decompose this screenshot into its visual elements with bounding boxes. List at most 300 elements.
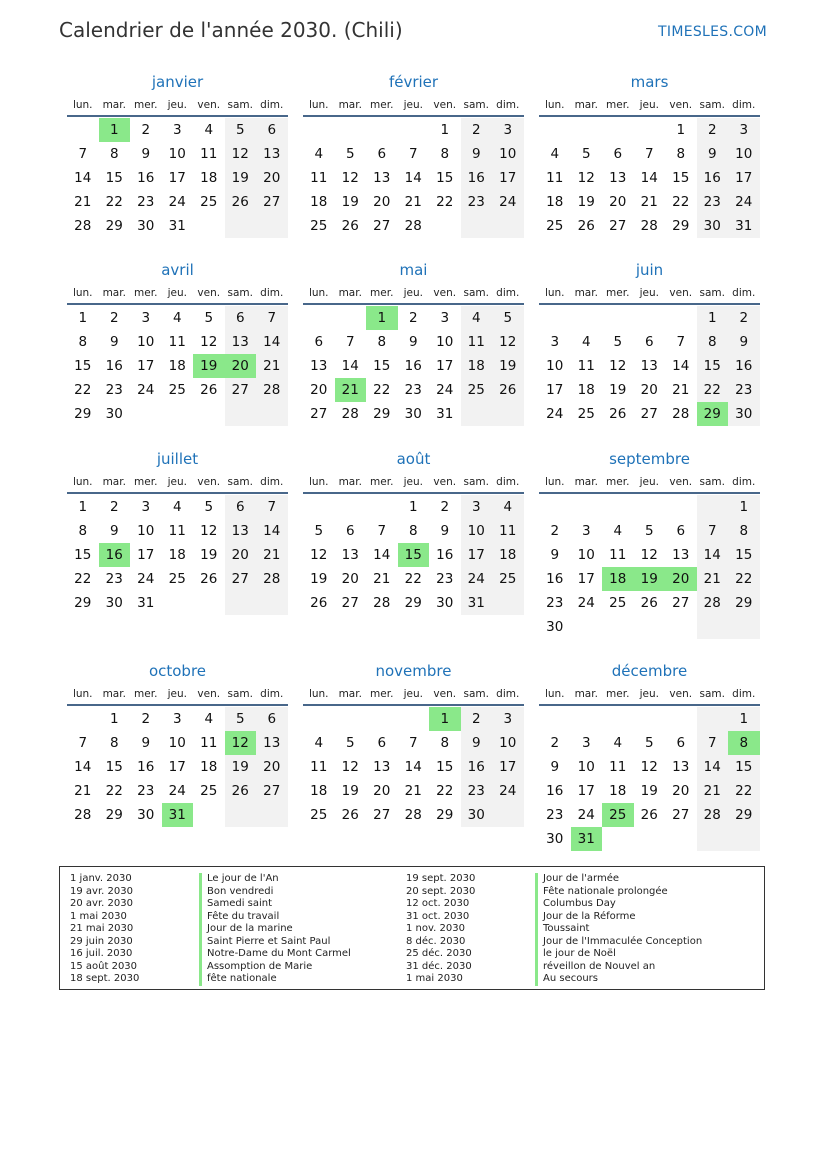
day-cell: 12 <box>609 358 627 374</box>
weekday-label: jeu. <box>403 99 423 111</box>
holiday-day-cell: 8 <box>728 731 760 755</box>
weekday-header <box>67 471 288 494</box>
empty-cell <box>225 803 257 827</box>
holiday-day-cell: 21 <box>335 378 367 402</box>
weekday-label: mar. <box>102 99 126 111</box>
weekday-label: jeu. <box>167 287 187 299</box>
day-cell: 17 <box>492 166 524 190</box>
day-cell: 27 <box>256 779 288 803</box>
day-cell: 30 <box>436 595 454 611</box>
weekday-label: jeu. <box>639 99 659 111</box>
day-cell: 13 <box>672 759 690 775</box>
day-cell: 11 <box>609 759 627 775</box>
day-cell: 30 <box>137 807 155 823</box>
weekday-label: sam. <box>227 287 253 299</box>
month-block <box>303 70 524 238</box>
weekday-label: jeu. <box>167 476 187 488</box>
day-cell: 28 <box>672 406 690 422</box>
day-cell: 2 <box>697 118 729 142</box>
day-cell: 18 <box>200 759 218 775</box>
legend-holiday-name: le jour de Noël <box>535 948 702 961</box>
day-cell: 18 <box>577 382 595 398</box>
day-cell: 25 <box>310 807 328 823</box>
day-cell: 9 <box>728 330 760 354</box>
day-cell: 25 <box>461 378 493 402</box>
empty-cell <box>335 118 367 142</box>
day-cell: 27 <box>672 807 690 823</box>
empty-cell <box>571 306 603 330</box>
weekday-label: lun. <box>544 99 565 111</box>
empty-cell <box>634 118 666 142</box>
days-grid <box>67 306 288 426</box>
day-cell: 16 <box>461 755 493 779</box>
day-cell: 28 <box>697 591 729 615</box>
legend-date: 1 mai 2030 <box>70 910 127 922</box>
legend-holiday-name: Au secours <box>535 973 702 986</box>
day-cell: 2 <box>141 711 151 727</box>
day-cell: 7 <box>676 334 686 350</box>
day-cell: 5 <box>492 306 524 330</box>
day-cell: 28 <box>74 218 92 234</box>
day-cell: 17 <box>436 358 454 374</box>
day-cell: 19 <box>225 755 257 779</box>
day-cell: 11 <box>200 146 218 162</box>
legend-date: 1 janv. 2030 <box>70 873 132 884</box>
empty-cell <box>665 306 697 330</box>
day-cell: 14 <box>256 519 288 543</box>
month-name: décembre <box>611 662 688 680</box>
day-cell: 8 <box>408 523 418 539</box>
day-cell: 28 <box>256 567 288 591</box>
empty-cell <box>697 707 729 731</box>
weekday-label: sam. <box>463 99 489 111</box>
day-cell: 6 <box>377 146 387 162</box>
day-cell: 28 <box>341 406 359 422</box>
day-cell: 8 <box>78 523 88 539</box>
empty-cell <box>665 707 697 731</box>
weekday-label: ven. <box>669 688 693 700</box>
day-cell: 13 <box>310 358 328 374</box>
day-cell: 26 <box>341 218 359 234</box>
day-cell: 11 <box>577 358 595 374</box>
day-cell: 21 <box>373 571 391 587</box>
weekday-label: dim. <box>732 99 756 111</box>
weekday-label: sam. <box>227 99 253 111</box>
day-cell: 2 <box>109 310 119 326</box>
legend-holiday-name: Jour de l'armée <box>535 873 702 886</box>
day-cell: 28 <box>373 595 391 611</box>
day-cell: 5 <box>345 735 355 751</box>
empty-cell <box>335 306 367 330</box>
empty-cell <box>256 803 288 827</box>
weekday-label: lun. <box>544 688 565 700</box>
day-cell: 5 <box>225 707 257 731</box>
legend-date: 19 avr. 2030 <box>70 885 133 897</box>
day-cell: 22 <box>74 382 92 398</box>
empty-cell <box>634 827 666 851</box>
empty-cell <box>335 707 367 731</box>
month-block <box>539 258 760 426</box>
day-cell: 31 <box>168 218 186 234</box>
legend-holiday-name: Samedi saint <box>199 898 351 911</box>
weekday-label: ven. <box>197 99 221 111</box>
holiday-day-cell: 31 <box>162 803 194 827</box>
weekday-label: mar. <box>574 476 598 488</box>
empty-cell <box>366 707 398 731</box>
weekday-label: sam. <box>463 688 489 700</box>
day-cell: 26 <box>640 595 658 611</box>
empty-cell <box>602 827 634 851</box>
legend-date: 1 mai 2030 <box>406 973 463 984</box>
empty-cell <box>697 615 729 639</box>
day-cell: 2 <box>728 306 760 330</box>
day-cell: 22 <box>105 194 123 210</box>
day-cell: 18 <box>609 783 627 799</box>
empty-cell <box>539 707 571 731</box>
day-cell: 12 <box>640 547 658 563</box>
legend-date: 20 sept. 2030 <box>406 885 476 897</box>
day-cell: 22 <box>373 382 391 398</box>
day-cell: 20 <box>609 194 627 210</box>
legend-names-col-1 <box>199 873 351 986</box>
weekday-label: mer. <box>370 688 394 700</box>
day-cell: 15 <box>105 759 123 775</box>
month-block <box>539 447 760 639</box>
holiday-day-cell: 20 <box>665 567 697 591</box>
day-cell: 3 <box>440 310 450 326</box>
empty-cell <box>461 214 493 238</box>
legend-date: 15 août 2030 <box>70 960 138 972</box>
day-cell: 20 <box>225 543 257 567</box>
weekday-label: mar. <box>574 287 598 299</box>
empty-cell <box>225 214 257 238</box>
day-cell: 7 <box>78 735 88 751</box>
empty-cell <box>398 118 430 142</box>
day-cell: 11 <box>609 547 627 563</box>
day-cell: 11 <box>168 334 186 350</box>
day-cell: 15 <box>105 170 123 186</box>
day-cell: 16 <box>546 571 564 587</box>
day-cell: 16 <box>137 759 155 775</box>
day-cell: 21 <box>697 779 729 803</box>
month-block <box>67 70 288 238</box>
day-cell: 6 <box>314 334 324 350</box>
day-cell: 30 <box>728 402 760 426</box>
day-cell: 1 <box>78 310 88 326</box>
day-cell: 5 <box>204 499 214 515</box>
day-cell: 28 <box>697 803 729 827</box>
legend-date: 16 juil. 2030 <box>70 948 133 959</box>
days-grid <box>303 306 524 426</box>
day-cell: 22 <box>728 779 760 803</box>
empty-cell <box>256 402 288 426</box>
empty-cell <box>728 827 760 851</box>
day-cell: 23 <box>461 190 493 214</box>
day-cell: 13 <box>609 170 627 186</box>
day-cell: 18 <box>168 358 186 374</box>
day-cell: 23 <box>728 378 760 402</box>
legend-holiday-name: fête nationale <box>199 973 351 986</box>
weekday-label: jeu. <box>403 688 423 700</box>
legend-date: 19 sept. 2030 <box>406 873 476 884</box>
day-cell: 30 <box>546 831 564 847</box>
day-cell: 28 <box>404 807 422 823</box>
day-cell: 18 <box>310 194 328 210</box>
day-cell: 29 <box>105 218 123 234</box>
day-cell: 23 <box>105 382 123 398</box>
empty-cell <box>602 707 634 731</box>
day-cell: 10 <box>137 523 155 539</box>
month-block <box>303 447 524 615</box>
day-cell: 3 <box>728 118 760 142</box>
day-cell: 28 <box>74 807 92 823</box>
day-cell: 2 <box>461 707 493 731</box>
day-cell: 30 <box>461 803 493 827</box>
day-cell: 28 <box>404 218 422 234</box>
day-cell: 20 <box>640 382 658 398</box>
day-cell: 10 <box>137 334 155 350</box>
day-cell: 6 <box>676 523 686 539</box>
weekday-label: dim. <box>732 287 756 299</box>
day-cell: 18 <box>461 354 493 378</box>
weekday-label: ven. <box>433 287 457 299</box>
day-cell: 20 <box>373 194 391 210</box>
empty-cell <box>225 591 257 615</box>
day-cell: 15 <box>672 170 690 186</box>
month-block <box>303 659 524 827</box>
day-cell: 25 <box>200 783 218 799</box>
day-cell: 2 <box>109 499 119 515</box>
month-block <box>67 447 288 615</box>
day-cell: 20 <box>310 382 328 398</box>
day-cell: 11 <box>310 170 328 186</box>
day-cell: 1 <box>109 711 119 727</box>
day-cell: 13 <box>225 519 257 543</box>
empty-cell <box>366 495 398 519</box>
day-cell: 23 <box>137 783 155 799</box>
legend-holiday-name: Le jour de l'An <box>199 873 351 886</box>
weekday-label: ven. <box>197 287 221 299</box>
day-cell: 17 <box>168 170 186 186</box>
day-cell: 26 <box>341 807 359 823</box>
days-grid <box>303 707 524 827</box>
day-cell: 4 <box>204 711 214 727</box>
day-cell: 23 <box>546 595 564 611</box>
day-cell: 25 <box>577 406 595 422</box>
brand-link[interactable]: TIMESLES.COM <box>658 24 767 40</box>
day-cell: 18 <box>546 194 564 210</box>
legend-names-col-2 <box>535 873 702 986</box>
day-cell: 3 <box>581 523 591 539</box>
day-cell: 9 <box>408 334 418 350</box>
day-cell: 29 <box>373 406 391 422</box>
day-cell: 25 <box>168 571 186 587</box>
day-cell: 8 <box>728 519 760 543</box>
holiday-day-cell: 12 <box>225 731 257 755</box>
day-cell: 24 <box>577 807 595 823</box>
day-cell: 12 <box>341 170 359 186</box>
holiday-day-cell: 1 <box>429 707 461 731</box>
weekday-label: ven. <box>433 99 457 111</box>
day-cell: 30 <box>137 218 155 234</box>
holiday-day-cell: 25 <box>602 803 634 827</box>
day-cell: 30 <box>404 406 422 422</box>
day-cell: 8 <box>109 146 119 162</box>
holiday-day-cell: 15 <box>398 543 430 567</box>
day-cell: 23 <box>436 571 454 587</box>
weekday-label: sam. <box>227 688 253 700</box>
day-cell: 4 <box>172 310 182 326</box>
day-cell: 3 <box>581 735 591 751</box>
day-cell: 18 <box>310 783 328 799</box>
legend-date: 31 oct. 2030 <box>406 910 470 922</box>
day-cell: 9 <box>141 735 151 751</box>
holiday-day-cell: 18 <box>602 567 634 591</box>
days-grid <box>539 118 760 238</box>
weekday-label: dim. <box>260 688 284 700</box>
day-cell: 7 <box>345 334 355 350</box>
day-cell: 22 <box>74 571 92 587</box>
days-grid <box>539 707 760 851</box>
day-cell: 27 <box>225 378 257 402</box>
day-cell: 24 <box>137 571 155 587</box>
holiday-day-cell: 20 <box>225 354 257 378</box>
empty-cell <box>539 306 571 330</box>
empty-cell <box>539 495 571 519</box>
day-cell: 10 <box>168 146 186 162</box>
day-cell: 1 <box>676 122 686 138</box>
day-cell: 22 <box>436 194 454 210</box>
day-cell: 26 <box>492 378 524 402</box>
day-cell: 15 <box>728 543 760 567</box>
weekday-label: mar. <box>102 476 126 488</box>
day-cell: 14 <box>341 358 359 374</box>
day-cell: 30 <box>546 619 564 635</box>
weekday-label: ven. <box>197 688 221 700</box>
empty-cell <box>162 402 194 426</box>
day-cell: 3 <box>141 310 151 326</box>
day-cell: 7 <box>644 146 654 162</box>
day-cell: 7 <box>408 146 418 162</box>
legend-date: 1 nov. 2030 <box>406 923 465 934</box>
month-block <box>67 659 288 827</box>
empty-cell <box>225 402 257 426</box>
month-block <box>539 70 760 238</box>
empty-cell <box>492 591 524 615</box>
month-name: novembre <box>375 662 452 680</box>
weekday-label: mar. <box>102 688 126 700</box>
day-cell: 20 <box>256 755 288 779</box>
day-cell: 22 <box>105 783 123 799</box>
day-cell: 20 <box>341 571 359 587</box>
day-cell: 29 <box>728 591 760 615</box>
month-name: octobre <box>148 662 207 680</box>
weekday-label: mar. <box>338 287 362 299</box>
day-cell: 25 <box>492 567 524 591</box>
day-cell: 5 <box>314 523 324 539</box>
day-cell: 25 <box>168 382 186 398</box>
day-cell: 19 <box>640 783 658 799</box>
day-cell: 4 <box>492 495 524 519</box>
weekday-label: sam. <box>699 688 725 700</box>
day-cell: 24 <box>492 779 524 803</box>
empty-cell <box>571 118 603 142</box>
weekday-label: mar. <box>338 688 362 700</box>
day-cell: 27 <box>609 218 627 234</box>
day-cell: 18 <box>168 547 186 563</box>
weekday-label: dim. <box>260 99 284 111</box>
empty-cell <box>571 615 603 639</box>
day-cell: 10 <box>492 731 524 755</box>
days-grid <box>67 495 288 615</box>
legend-date: 31 déc. 2030 <box>406 960 472 972</box>
weekday-label: mer. <box>606 287 630 299</box>
day-cell: 19 <box>225 166 257 190</box>
day-cell: 1 <box>408 499 418 515</box>
legend-date: 12 oct. 2030 <box>406 898 470 909</box>
day-cell: 7 <box>697 731 729 755</box>
day-cell: 12 <box>341 759 359 775</box>
day-cell: 24 <box>577 595 595 611</box>
weekday-label: sam. <box>463 287 489 299</box>
day-cell: 17 <box>577 783 595 799</box>
days-grid <box>539 306 760 426</box>
legend-holiday-name: réveillon de Nouvel an <box>535 961 702 974</box>
day-cell: 12 <box>492 330 524 354</box>
day-cell: 13 <box>373 170 391 186</box>
days-grid <box>303 118 524 238</box>
empty-cell <box>539 118 571 142</box>
day-cell: 6 <box>613 146 623 162</box>
day-cell: 1 <box>697 306 729 330</box>
day-cell: 27 <box>672 595 690 611</box>
day-cell: 26 <box>577 218 595 234</box>
day-cell: 6 <box>644 334 654 350</box>
weekday-label: mer. <box>134 287 158 299</box>
day-cell: 17 <box>546 382 564 398</box>
day-cell: 16 <box>105 358 123 374</box>
day-cell: 21 <box>672 382 690 398</box>
weekday-label: mar. <box>102 287 126 299</box>
day-cell: 27 <box>225 567 257 591</box>
day-cell: 16 <box>546 783 564 799</box>
weekday-header <box>67 282 288 305</box>
day-cell: 7 <box>408 735 418 751</box>
day-cell: 4 <box>172 499 182 515</box>
weekday-label: dim. <box>496 688 520 700</box>
day-cell: 26 <box>225 190 257 214</box>
month-name: janvier <box>151 73 204 91</box>
empty-cell <box>193 591 225 615</box>
empty-cell <box>303 118 335 142</box>
day-cell: 1 <box>728 707 760 731</box>
day-cell: 21 <box>404 194 422 210</box>
day-cell: 12 <box>310 547 328 563</box>
empty-cell <box>602 615 634 639</box>
day-cell: 10 <box>168 735 186 751</box>
day-cell: 4 <box>613 735 623 751</box>
day-cell: 16 <box>728 354 760 378</box>
day-cell: 14 <box>404 170 422 186</box>
day-cell: 9 <box>550 759 560 775</box>
empty-cell <box>697 495 729 519</box>
day-cell: 5 <box>613 334 623 350</box>
day-cell: 10 <box>461 519 493 543</box>
day-cell: 19 <box>341 783 359 799</box>
empty-cell <box>665 495 697 519</box>
weekday-label: sam. <box>699 287 725 299</box>
day-cell: 10 <box>728 142 760 166</box>
